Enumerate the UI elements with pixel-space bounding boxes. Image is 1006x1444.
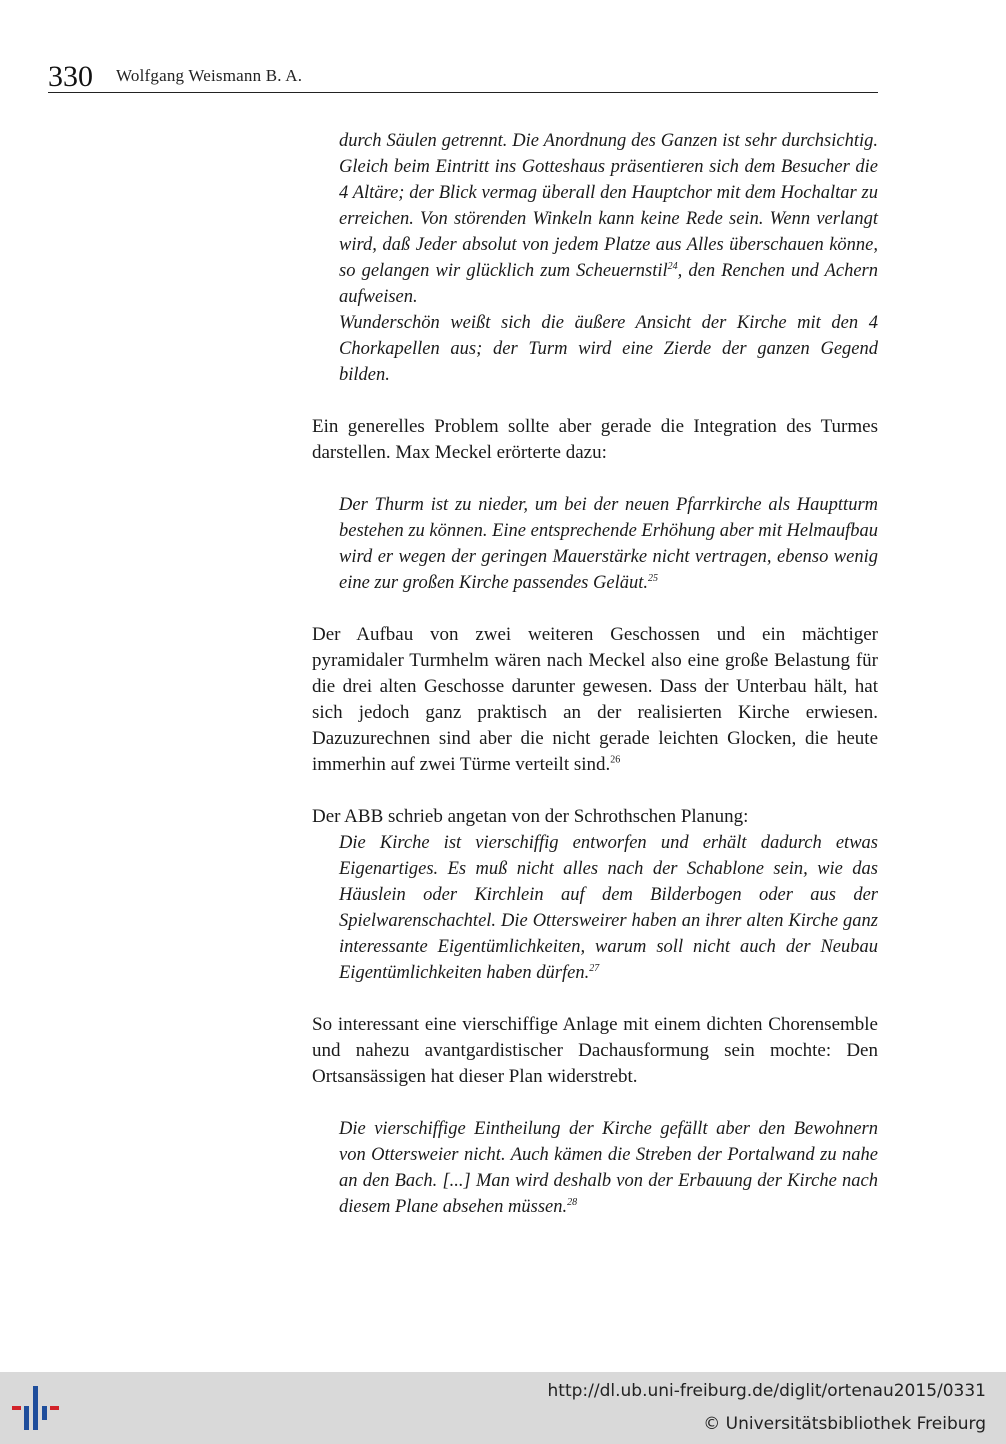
footer-band — [0, 1372, 1006, 1444]
footnote-ref-28[interactable]: 28 — [567, 1196, 578, 1208]
quote-1-text-cont: , den Renchen und Achern aufweisen. — [339, 261, 878, 307]
footnote-ref-24[interactable]: 24 — [667, 260, 678, 272]
block-quote-4 — [339, 1116, 878, 1220]
ub-freiburg-logo-icon[interactable] — [10, 1382, 70, 1434]
quote-1-text: durch Säulen getrennt. Die Anordnung des Ganzen ist sehr durchsichtig. Gleich beim Eintritt ins Gotteshaus präsentieren sich dem Besucher die 4 Altäre; der Blick vermag überall den Hauptchor mit dem Hochaltar zu erreichen. Von störenden Winkeln kann keine Rede sein. Wenn verlangt wird, daß Jeder absolut von jedem Platze aus Alles überschauen könne, so gelangen wir glücklich zum Scheuernstil — [339, 131, 878, 281]
block-quote-1 — [339, 128, 878, 310]
paragraph-3: Der ABB schrieb angetan von der Schrothschen Planung: — [312, 806, 749, 827]
quote-4-text: Die vierschiffige Eintheilung der Kirche gefällt aber den Bewohnern von Ottersweier nicht. Auch kämen die Streben der Portalwand zu nahe an den Bach. [...] Man wird deshalb von der Erbauung der Kirche nach diesem Plane absehen müssen. — [339, 1119, 878, 1217]
footnote-ref-26[interactable]: 26 — [610, 754, 621, 766]
running-head: Wolfgang Weismann B. A. — [116, 66, 303, 85]
paragraph-2 — [312, 622, 878, 778]
source-url-link[interactable]: http://dl.ub.uni-freiburg.de/diglit/ortenau2015/0331 — [547, 1381, 986, 1401]
body-text — [312, 128, 878, 1220]
paragraph-2-text: Der Aufbau von zwei weiteren Geschossen und ein mächtiger pyramidaler Turmhelm wären nach Meckel also eine große Belastung für die drei alten Geschosse darunter gewesen. Dass der Unterbau hält, hat sich jedoch ganz praktisch an der realisierten Kirche erwiesen. Dazuzurechnen sind aber die nicht gerade leichten Glocken, die heute immerhin auf zwei Türme verteilt sind. — [312, 624, 878, 775]
quote-3-text: Die Kirche ist vierschiffig entworfen und erhält dadurch etwas Eigenartiges. Es muß nicht alles nach der Schablone sein, wie das Häuslein oder Kirchlein auf dem Bilderbogen oder aus der Spielwarenschachtel. Die Ottersweirer haben an ihrer alten Kirche ganz interessante Eigentümlichkeiten, warum soll nicht auch der Neubau Eigentümlichkeiten haben dürfen. — [339, 833, 878, 983]
paragraph-4: So interessant eine vierschiffige Anlage mit einem dichten Chorensemble und nahezu avantgardistischer Dachausformung sein mochte: Den Ortsansässigen hat dieser Plan widerstrebt. — [312, 1014, 878, 1087]
copyright-notice: © Universitätsbibliothek Freiburg — [703, 1414, 986, 1434]
footnote-ref-25[interactable]: 25 — [647, 572, 658, 584]
page-header — [48, 62, 878, 93]
paragraph-1: Ein generelles Problem sollte aber gerade die Integration des Turmes darstellen. Max Meckel erörterte dazu: — [312, 416, 878, 463]
footnote-ref-27[interactable]: 27 — [589, 962, 600, 974]
block-quote-3 — [339, 830, 878, 986]
block-quote-2 — [339, 492, 878, 596]
page-number: 330 — [48, 60, 93, 93]
quote-2-text: Der Thurm ist zu nieder, um bei der neuen Pfarrkirche als Hauptturm bestehen zu können. Eine entsprechende Erhöhung aber mit Helmaufbau wird er wegen der geringen Mauerstärke nicht vertragen, ebenso wenig eine zur großen Kirche passendes Geläut. — [339, 495, 878, 593]
block-quote-1-second: Wunderschön weißt sich die äußere Ansicht der Kirche mit den 4 Chorkapellen aus; der Turm wird eine Zierde der ganzen Gegend bilden. — [339, 313, 878, 385]
